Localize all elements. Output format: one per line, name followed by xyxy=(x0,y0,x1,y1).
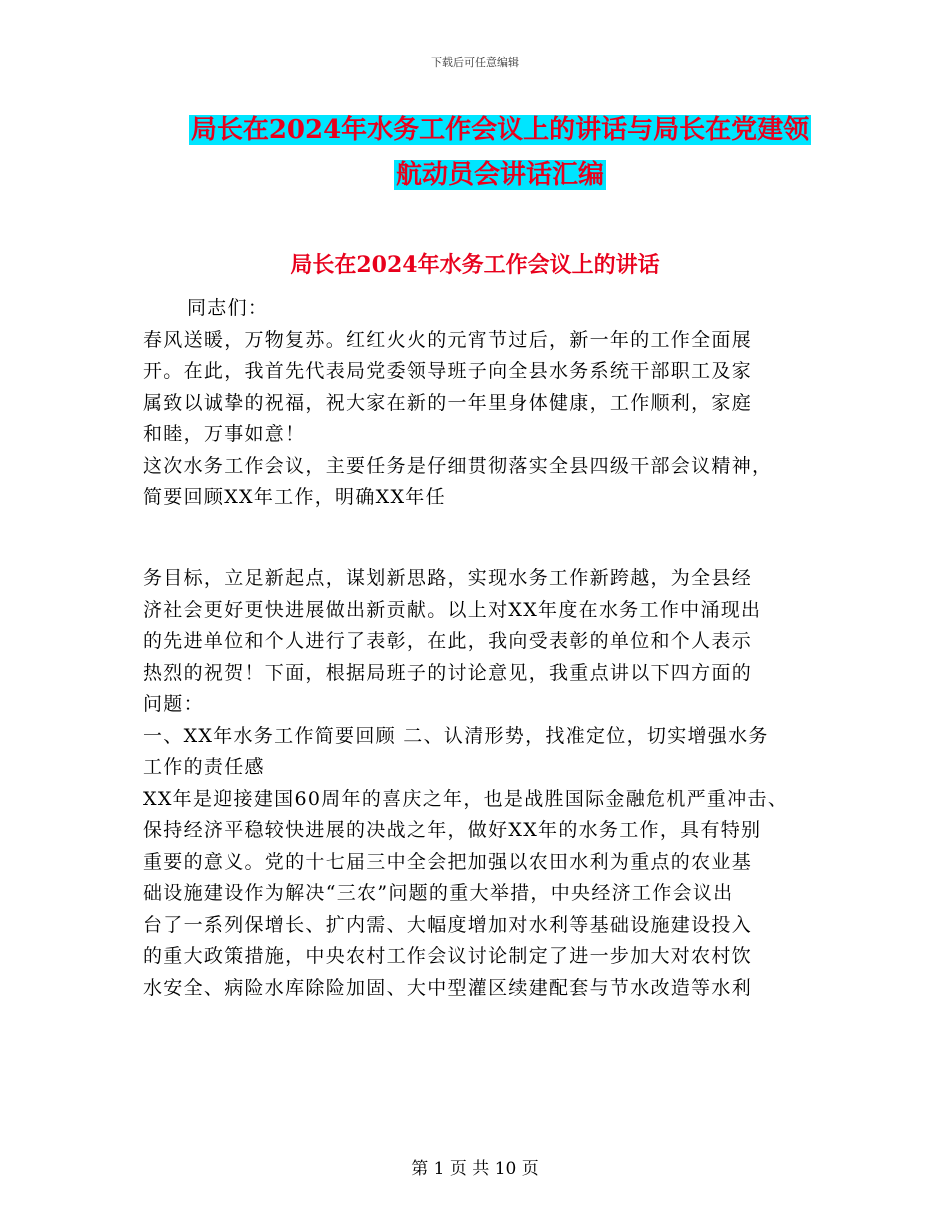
main-title-line-1: 局长在2024年水务工作会议上的讲话与局长在党建领 xyxy=(190,115,810,145)
header-note: 下载后可任意编辑 xyxy=(431,56,519,69)
body-text-block-2 xyxy=(143,563,823,1004)
paragraph-line: 春风送暖，万物复苏。红红火火的元宵节过后，新一年的工作全面展 xyxy=(143,328,753,351)
paragraph-line: 工作的责任感 xyxy=(143,756,265,778)
paragraph-line: 础设施建设作为解决“三农”问题的重大举措，中央经济工作会议出 xyxy=(143,882,734,904)
paragraph-line: XX年是迎接建国60周年的喜庆之年，也是战胜国际金融危机严重冲击、 xyxy=(143,787,789,810)
page-footer: 第 1 页 共 10 页 xyxy=(411,1159,539,1179)
paragraph-line: 和睦，万事如意！ xyxy=(143,423,306,445)
paragraph-line: 保持经济平稳较快进展的决战之年，做好XX年的水务工作，具有特别 xyxy=(143,819,762,841)
paragraph-line: 开。在此，我首先代表局党委领导班子向全县水务系统干部职工及家 xyxy=(143,360,753,382)
paragraph-line: 属致以诚挚的祝福，祝大家在新的一年里身体健康，工作顺利，家庭 xyxy=(143,391,753,414)
paragraph-line: 水安全、病险水库除险加固、大中型灌区续建配套与节水改造等水利 xyxy=(143,976,753,999)
paragraph-line: 重要的意义。党的十七届三中全会把加强以农田水利为重点的农业基 xyxy=(143,850,753,873)
paragraph-line: 务目标，立足新起点，谋划新思路，实现水务工作新跨越，为全县经 xyxy=(143,567,753,589)
body-text-block-1 xyxy=(143,293,823,514)
main-title-line-2: 航动员会讲话汇编 xyxy=(395,160,604,190)
paragraph-line: 问题： xyxy=(143,693,204,715)
section-title: 局长在2024年水务工作会议上的讲话 xyxy=(290,252,660,278)
paragraph-line: 简要回顾XX年工作，明确XX年任 xyxy=(143,486,446,508)
paragraph-line: 济社会更好更快进展做出新贡献。以上对XX年度在水务工作中涌现出 xyxy=(143,598,762,621)
paragraph-line: 一、XX年水务工作简要回顾 二、认清形势，找准定位，切实增强水务 xyxy=(143,724,769,747)
document-main-title xyxy=(120,108,880,198)
paragraph-line: 的先进单位和个人进行了表彰，在此，我向受表彰的单位和个人表示 xyxy=(143,630,753,652)
greeting-line: 同志们： xyxy=(187,297,269,319)
paragraph-line: 热烈的祝贺！下面，根据局班子的讨论意见，我重点讲以下四方面的 xyxy=(143,661,753,684)
paragraph-line: 的重大政策措施，中央农村工作会议讨论制定了进一步加大对农村饮 xyxy=(143,945,753,967)
paragraph-line: 这次水务工作会议，主要任务是仔细贯彻落实全县四级干部会议精神， xyxy=(143,454,773,477)
paragraph-line: 台了一系列保增长、扩内需、大幅度增加对水利等基础设施建设投入 xyxy=(143,913,753,936)
